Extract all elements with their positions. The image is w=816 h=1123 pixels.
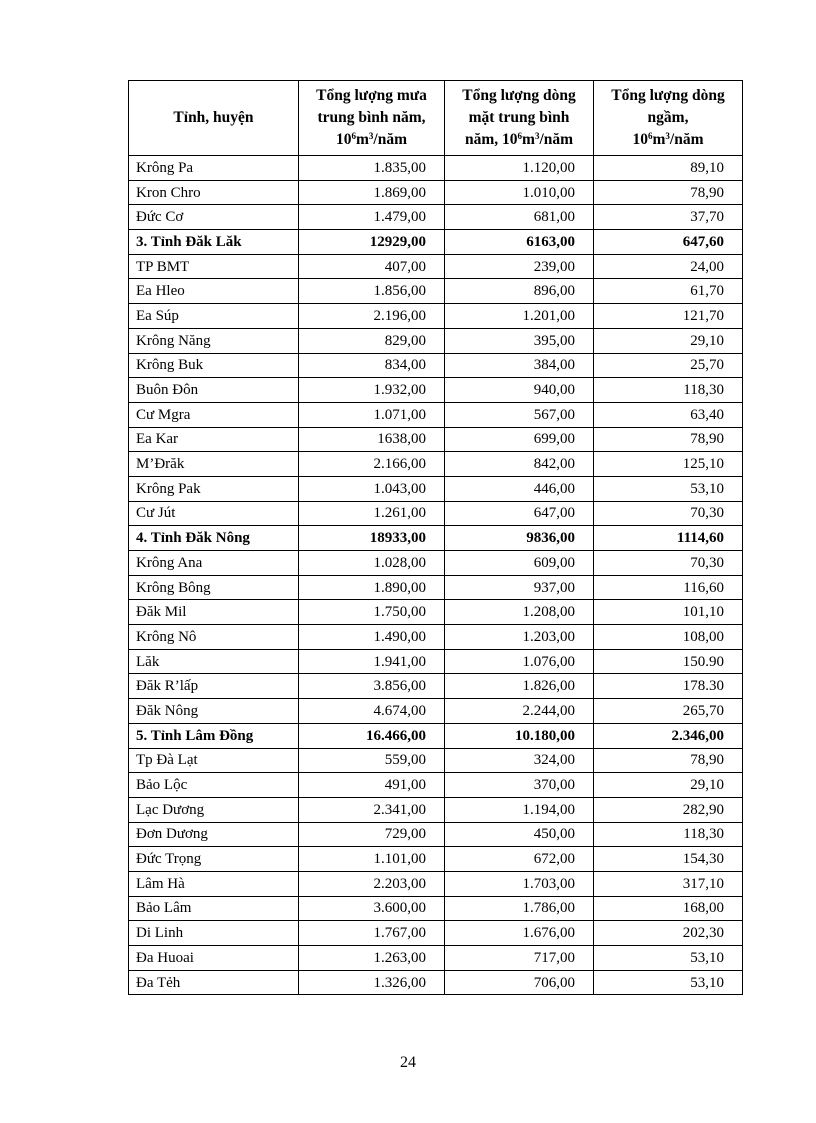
cell-province-district: Krông Bông	[129, 575, 299, 600]
cell-surface-flow: 937,00	[445, 575, 594, 600]
header-groundwater-flow-unit: $10^6m^3$/năm	[632, 131, 704, 148]
cell-groundwater-flow: 121,70	[594, 304, 743, 329]
cell-province-district: Di Linh	[129, 921, 299, 946]
cell-groundwater-flow: 150.90	[594, 649, 743, 674]
cell-total-rainfall: 1.750,00	[299, 600, 445, 625]
cell-province-district: Bảo Lâm	[129, 896, 299, 921]
table-row	[129, 501, 743, 526]
cell-province-district: Lạc Dương	[129, 797, 299, 822]
table-row	[129, 180, 743, 205]
cell-province-district: Đơn Dương	[129, 822, 299, 847]
cell-province-district: Cư Mgra	[129, 402, 299, 427]
cell-province-district: Đăk Nông	[129, 699, 299, 724]
cell-total-rainfall: 1.261,00	[299, 501, 445, 526]
cell-groundwater-flow: 282,90	[594, 797, 743, 822]
cell-province-district: Lăk	[129, 649, 299, 674]
table-row	[129, 304, 743, 329]
header-total-rainfall-unit: $10^6m^3$/năm	[335, 131, 407, 148]
cell-surface-flow: 609,00	[445, 551, 594, 576]
cell-total-rainfall: 407,00	[299, 254, 445, 279]
cell-groundwater-flow: 78,90	[594, 748, 743, 773]
cell-province-district: Đức Trọng	[129, 847, 299, 872]
cell-surface-flow: 1.076,00	[445, 649, 594, 674]
table-row	[129, 822, 743, 847]
table-row	[129, 921, 743, 946]
cell-surface-flow: 896,00	[445, 279, 594, 304]
cell-groundwater-flow: 70,30	[594, 501, 743, 526]
table-row	[129, 600, 743, 625]
cell-surface-flow: 567,00	[445, 402, 594, 427]
cell-total-rainfall: 2.196,00	[299, 304, 445, 329]
header-surface-flow	[445, 81, 594, 156]
cell-groundwater-flow: 63,40	[594, 402, 743, 427]
cell-province-district: Đa Tẻh	[129, 970, 299, 995]
cell-total-rainfall: 4.674,00	[299, 699, 445, 724]
cell-total-rainfall: 729,00	[299, 822, 445, 847]
cell-total-rainfall: 1.767,00	[299, 921, 445, 946]
cell-total-rainfall: 559,00	[299, 748, 445, 773]
cell-groundwater-flow: 70,30	[594, 551, 743, 576]
table-row	[129, 526, 743, 551]
table-row	[129, 896, 743, 921]
cell-total-rainfall: 1.932,00	[299, 378, 445, 403]
cell-groundwater-flow: 118,30	[594, 378, 743, 403]
table-row	[129, 970, 743, 995]
cell-groundwater-flow: 168,00	[594, 896, 743, 921]
cell-total-rainfall: 1.028,00	[299, 551, 445, 576]
cell-surface-flow: 6163,00	[445, 230, 594, 255]
cell-province-district: Ea Hleo	[129, 279, 299, 304]
cell-province-district: Krông Nô	[129, 625, 299, 650]
cell-total-rainfall: 1.941,00	[299, 649, 445, 674]
cell-province-district: Krông Buk	[129, 353, 299, 378]
cell-groundwater-flow: 1114,60	[594, 526, 743, 551]
cell-total-rainfall: 2.166,00	[299, 452, 445, 477]
table-row	[129, 254, 743, 279]
cell-total-rainfall: 1.479,00	[299, 205, 445, 230]
table-row	[129, 378, 743, 403]
cell-province-district: M’Đrăk	[129, 452, 299, 477]
cell-province-district: Bảo Lộc	[129, 773, 299, 798]
table-row	[129, 476, 743, 501]
cell-total-rainfall: 12929,00	[299, 230, 445, 255]
cell-surface-flow: 1.786,00	[445, 896, 594, 921]
cell-total-rainfall: 1.835,00	[299, 156, 445, 181]
cell-surface-flow: 1.201,00	[445, 304, 594, 329]
cell-surface-flow: 384,00	[445, 353, 594, 378]
cell-surface-flow: 1.703,00	[445, 871, 594, 896]
water-resources-table	[128, 80, 743, 995]
table-row	[129, 748, 743, 773]
header-groundwater-flow-line2: ngầm,	[647, 109, 689, 126]
page-number: 24	[400, 1054, 416, 1071]
cell-groundwater-flow: 29,10	[594, 773, 743, 798]
table-row	[129, 427, 743, 452]
cell-groundwater-flow: 78,90	[594, 180, 743, 205]
table-row	[129, 279, 743, 304]
cell-province-district: Đa Huoai	[129, 946, 299, 971]
cell-total-rainfall: 1638,00	[299, 427, 445, 452]
cell-groundwater-flow: 108,00	[594, 625, 743, 650]
header-surface-flow-unit: năm, $10^6m^3$/năm	[464, 131, 574, 148]
cell-groundwater-flow: 118,30	[594, 822, 743, 847]
header-groundwater-flow	[594, 81, 743, 156]
cell-surface-flow: 647,00	[445, 501, 594, 526]
cell-groundwater-flow: 53,10	[594, 970, 743, 995]
table-body	[129, 156, 743, 995]
cell-groundwater-flow: 202,30	[594, 921, 743, 946]
table-row	[129, 205, 743, 230]
cell-groundwater-flow: 89,10	[594, 156, 743, 181]
cell-province-district: Lâm Hà	[129, 871, 299, 896]
cell-total-rainfall: 18933,00	[299, 526, 445, 551]
cell-surface-flow: 370,00	[445, 773, 594, 798]
cell-surface-flow: 239,00	[445, 254, 594, 279]
header-total-rainfall	[299, 81, 445, 156]
cell-total-rainfall: 1.263,00	[299, 946, 445, 971]
cell-total-rainfall: 1.326,00	[299, 970, 445, 995]
cell-total-rainfall: 2.203,00	[299, 871, 445, 896]
cell-total-rainfall: 16.466,00	[299, 723, 445, 748]
cell-surface-flow: 324,00	[445, 748, 594, 773]
cell-surface-flow: 717,00	[445, 946, 594, 971]
cell-surface-flow: 699,00	[445, 427, 594, 452]
cell-province-district: Krông Năng	[129, 328, 299, 353]
cell-surface-flow: 672,00	[445, 847, 594, 872]
table-row	[129, 551, 743, 576]
cell-surface-flow: 706,00	[445, 970, 594, 995]
cell-groundwater-flow: 317,10	[594, 871, 743, 896]
cell-surface-flow: 842,00	[445, 452, 594, 477]
header-province-district	[129, 81, 299, 156]
cell-groundwater-flow: 125,10	[594, 452, 743, 477]
cell-total-rainfall: 1.071,00	[299, 402, 445, 427]
cell-total-rainfall: 1.490,00	[299, 625, 445, 650]
cell-surface-flow: 1.208,00	[445, 600, 594, 625]
cell-groundwater-flow: 53,10	[594, 946, 743, 971]
cell-surface-flow: 1.203,00	[445, 625, 594, 650]
cell-surface-flow: 2.244,00	[445, 699, 594, 724]
cell-total-rainfall: 1.856,00	[299, 279, 445, 304]
cell-surface-flow: 9836,00	[445, 526, 594, 551]
cell-surface-flow: 395,00	[445, 328, 594, 353]
header-total-rainfall-line2: trung bình năm,	[317, 109, 426, 126]
cell-province-district: Kron Chro	[129, 180, 299, 205]
cell-province-district: 3. Tỉnh Đăk Lăk	[129, 230, 299, 255]
table-row	[129, 402, 743, 427]
cell-province-district: Tp Đà Lạt	[129, 748, 299, 773]
cell-groundwater-flow: 647,60	[594, 230, 743, 255]
cell-groundwater-flow: 265,70	[594, 699, 743, 724]
cell-surface-flow: 940,00	[445, 378, 594, 403]
cell-province-district: Buôn Đôn	[129, 378, 299, 403]
table-row	[129, 353, 743, 378]
header-total-rainfall-line1: Tổng lượng mưa	[316, 87, 427, 104]
table-row	[129, 230, 743, 255]
cell-province-district: Đăk Mil	[129, 600, 299, 625]
cell-total-rainfall: 3.856,00	[299, 674, 445, 699]
cell-surface-flow: 1.010,00	[445, 180, 594, 205]
table-header-row	[129, 81, 743, 156]
cell-groundwater-flow: 78,90	[594, 427, 743, 452]
cell-groundwater-flow: 37,70	[594, 205, 743, 230]
cell-province-district: Ea Kar	[129, 427, 299, 452]
cell-total-rainfall: 829,00	[299, 328, 445, 353]
cell-surface-flow: 1.676,00	[445, 921, 594, 946]
table-row	[129, 156, 743, 181]
cell-province-district: Đức Cơ	[129, 205, 299, 230]
table-row	[129, 871, 743, 896]
cell-province-district: Cư Jút	[129, 501, 299, 526]
table-row	[129, 575, 743, 600]
cell-total-rainfall: 1.890,00	[299, 575, 445, 600]
table-row	[129, 773, 743, 798]
cell-province-district: Krông Ana	[129, 551, 299, 576]
table-row	[129, 674, 743, 699]
header-province-district-label: Tỉnh, huyện	[173, 109, 254, 126]
cell-surface-flow: 450,00	[445, 822, 594, 847]
cell-groundwater-flow: 53,10	[594, 476, 743, 501]
table-row	[129, 946, 743, 971]
cell-groundwater-flow: 61,70	[594, 279, 743, 304]
cell-surface-flow: 446,00	[445, 476, 594, 501]
table-row	[129, 328, 743, 353]
cell-groundwater-flow: 29,10	[594, 328, 743, 353]
cell-groundwater-flow: 2.346,00	[594, 723, 743, 748]
cell-surface-flow: 1.826,00	[445, 674, 594, 699]
cell-province-district: 4. Tỉnh Đăk Nông	[129, 526, 299, 551]
cell-surface-flow: 10.180,00	[445, 723, 594, 748]
table-row	[129, 797, 743, 822]
cell-province-district: Krông Pak	[129, 476, 299, 501]
cell-surface-flow: 1.194,00	[445, 797, 594, 822]
cell-province-district: Ea Súp	[129, 304, 299, 329]
cell-total-rainfall: 1.101,00	[299, 847, 445, 872]
header-surface-flow-line1: Tổng lượng dòng	[462, 87, 576, 104]
cell-groundwater-flow: 24,00	[594, 254, 743, 279]
cell-surface-flow: 1.120,00	[445, 156, 594, 181]
cell-total-rainfall: 1.869,00	[299, 180, 445, 205]
cell-total-rainfall: 3.600,00	[299, 896, 445, 921]
table-row	[129, 847, 743, 872]
table-row	[129, 699, 743, 724]
cell-total-rainfall: 491,00	[299, 773, 445, 798]
table-row	[129, 723, 743, 748]
table-row	[129, 649, 743, 674]
cell-groundwater-flow: 101,10	[594, 600, 743, 625]
cell-total-rainfall: 1.043,00	[299, 476, 445, 501]
cell-groundwater-flow: 25,70	[594, 353, 743, 378]
cell-province-district: 5. Tỉnh Lâm Đồng	[129, 723, 299, 748]
header-surface-flow-line2: mặt trung bình	[468, 109, 570, 126]
cell-surface-flow: 681,00	[445, 205, 594, 230]
cell-province-district: TP BMT	[129, 254, 299, 279]
table-row	[129, 452, 743, 477]
cell-groundwater-flow: 154,30	[594, 847, 743, 872]
header-groundwater-flow-line1: Tổng lượng dòng	[611, 87, 725, 104]
cell-province-district: Đăk R’lấp	[129, 674, 299, 699]
cell-total-rainfall: 834,00	[299, 353, 445, 378]
cell-groundwater-flow: 178.30	[594, 674, 743, 699]
table-row	[129, 625, 743, 650]
cell-province-district: Krông Pa	[129, 156, 299, 181]
cell-total-rainfall: 2.341,00	[299, 797, 445, 822]
cell-groundwater-flow: 116,60	[594, 575, 743, 600]
